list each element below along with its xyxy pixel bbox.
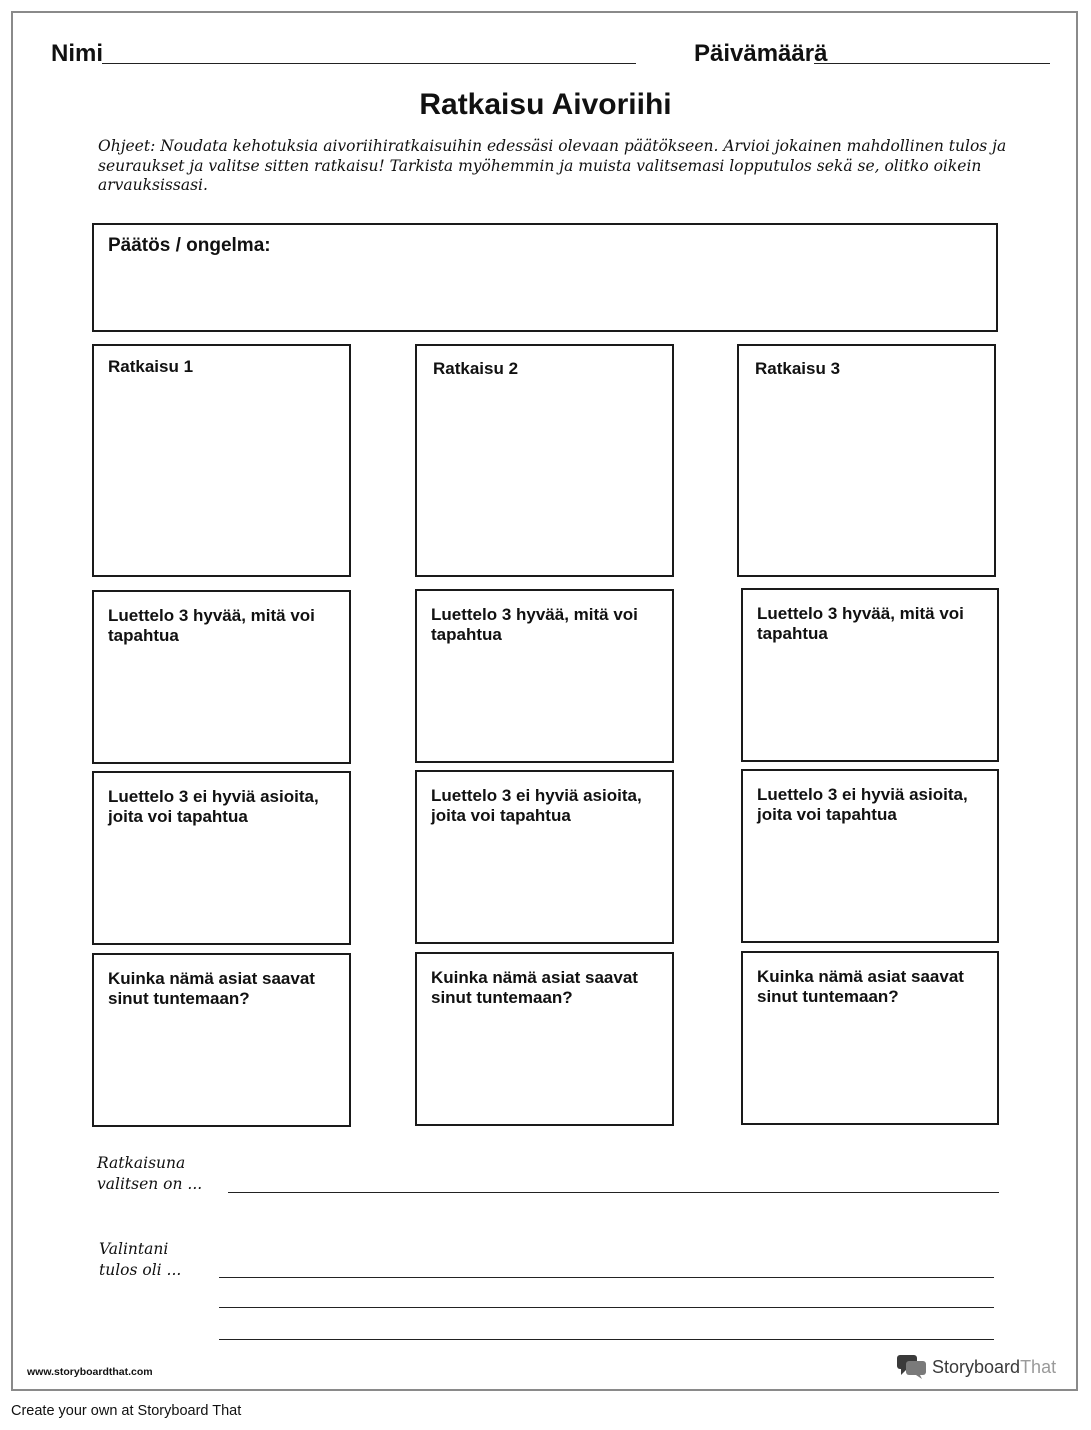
bad-outcomes-2-box[interactable] <box>415 770 674 944</box>
result-write-line-1[interactable] <box>219 1277 994 1278</box>
feelings-1-box[interactable] <box>92 953 351 1127</box>
feelings-1-label: Kuinka nämä asiat saavat sinut tuntemaan? <box>108 969 315 1008</box>
bad-outcomes-1-box[interactable] <box>92 771 351 945</box>
solution-1-box[interactable] <box>92 344 351 577</box>
choice-prompt-line-1: Ratkaisuna <box>97 1154 186 1172</box>
solution-3-label: Ratkaisu 3 <box>755 359 841 378</box>
result-prompt-line-1: Valintani <box>99 1240 169 1258</box>
bad-outcomes-1-label: Luettelo 3 ei hyviä asioita, joita voi tapahtua <box>108 787 319 826</box>
speech-bubbles-icon <box>896 1354 928 1380</box>
create-your-own-link[interactable]: Create your own at Storyboard That <box>11 1403 242 1419</box>
instructions-text: Ohjeet: Noudata kehotuksia aivoriihiratkaisuihin edessäsi olevaan päätökseen. Arvioi jokainen mahdollinen tulos ja seuraukset ja valitse sitten ratkaisu! Tarkista myöhemmin ja muista valitsemasi lopputulos sekä se, olitko oikein arvauksissasi. <box>98 137 1007 194</box>
choice-prompt-line-2: valitsen on ... <box>97 1175 203 1193</box>
good-outcomes-2-box[interactable] <box>415 589 674 763</box>
footer-url[interactable]: www.storyboardthat.com <box>27 1366 153 1378</box>
bad-outcomes-3-box[interactable] <box>741 769 999 943</box>
brand-name-storyboard: Storyboard <box>932 1356 1021 1377</box>
date-label: Päivämäärä <box>694 40 828 67</box>
good-outcomes-3-box[interactable] <box>741 588 999 762</box>
feelings-3-label: Kuinka nämä asiat saavat sinut tuntemaan? <box>757 967 964 1006</box>
bad-outcomes-2-label: Luettelo 3 ei hyviä asioita, joita voi tapahtua <box>431 786 642 825</box>
brand-name-that: That <box>1020 1356 1057 1377</box>
solution-3-box[interactable] <box>737 344 996 577</box>
result-prompt <box>99 1239 181 1281</box>
name-label: Nimi <box>51 40 104 67</box>
bad-outcomes-3-label: Luettelo 3 ei hyviä asioita, joita voi tapahtua <box>757 785 968 824</box>
feelings-3-box[interactable] <box>741 951 999 1125</box>
problem-label: Päätös / ongelma: <box>108 235 271 256</box>
solution-2-label: Ratkaisu 2 <box>433 359 519 378</box>
good-outcomes-1-label: Luettelo 3 hyvää, mitä voi tapahtua <box>108 606 315 645</box>
feelings-2-label: Kuinka nämä asiat saavat sinut tuntemaan? <box>431 968 638 1007</box>
result-write-line-3[interactable] <box>219 1339 994 1340</box>
good-outcomes-3-label: Luettelo 3 hyvää, mitä voi tapahtua <box>757 604 964 643</box>
choice-prompt <box>97 1153 202 1195</box>
page-title: Ratkaisu Aivoriihi <box>419 88 672 121</box>
feelings-2-box[interactable] <box>415 952 674 1126</box>
date-write-line[interactable] <box>814 63 1050 64</box>
solution-1-label: Ratkaisu 1 <box>108 357 194 376</box>
result-prompt-line-2: tulos oli ... <box>99 1261 182 1279</box>
name-write-line[interactable] <box>102 63 636 64</box>
problem-box[interactable] <box>92 223 998 332</box>
storyboardthat-logo[interactable] <box>896 1354 1056 1380</box>
good-outcomes-2-label: Luettelo 3 hyvää, mitä voi tapahtua <box>431 605 638 644</box>
solution-2-box[interactable] <box>415 344 674 577</box>
result-write-line-2[interactable] <box>219 1307 994 1308</box>
choice-write-line[interactable] <box>228 1192 999 1193</box>
good-outcomes-1-box[interactable] <box>92 590 351 764</box>
